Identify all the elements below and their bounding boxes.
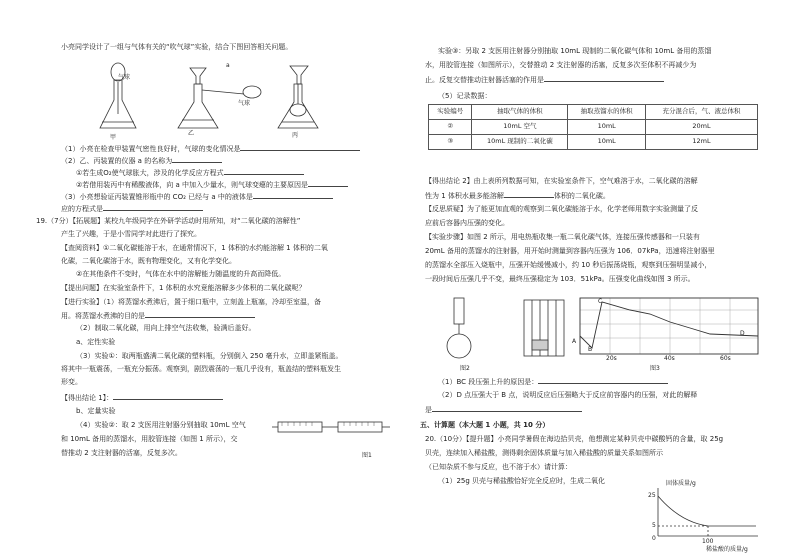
q1-text: （1）小亮在检查甲装置气密性良好时，气球的变化情况是 — [61, 143, 360, 154]
table-cell: 10mL — [568, 120, 646, 135]
label-yi: 乙 — [188, 130, 195, 137]
label-jia: 甲 — [110, 134, 117, 141]
table-row — [429, 120, 758, 135]
label-qiqiu-2: 气球 — [238, 100, 251, 107]
syringe-figure-1 — [272, 416, 390, 446]
q-r2: （2）D 点压强大于 B 点，说明反应后压强略大于反应前容器内的压强，对此的解释 — [438, 391, 698, 399]
q3b-text: 应的方程式是 — [61, 203, 203, 214]
graph2-x100: 100 — [702, 538, 714, 545]
fig2-caption: 图2 — [460, 365, 470, 372]
calc-20-line3: （已知杂质不参与反应，也不溶于水）请计算： — [425, 463, 572, 471]
table-cell: 20mL — [646, 120, 758, 135]
shiyan-6: 将其中一瓶震荡，一瓶充分振荡。观察到，剧烈震荡的一瓶几乎没有，瓶盖结的塑料瓶发生 — [61, 365, 341, 373]
graph-tick-20s: 20s — [606, 355, 617, 362]
fansi-2: 应前后容器内压强的变化。 — [425, 219, 509, 227]
q2-text: （2）乙、丙装置的仪器 a 的名称为 — [61, 155, 222, 166]
shiyan-3-r3: 止。反复交替推动注射器活塞的作用是 — [425, 74, 664, 85]
graph2-y25: 25 — [648, 492, 656, 499]
shiyan-3: （2）制取二氧化碳，用向上排空气法收集，验满后盖好。 — [76, 324, 256, 332]
shiyan-3-r2: 水，用胶管连接（如图所示），交替推动 2 支注射器的活塞，反复多次至体积不再减少为 — [425, 61, 697, 69]
calc-20-line1: 20.（10分）【提升题】小亮同学暑假在海边拾贝壳，他想测定某种贝壳中碳酸钙的含量，取 25g — [425, 435, 724, 443]
table-header: 抽取气体的体积 — [472, 105, 568, 120]
shiyan-1: 【进行实验】（1）将蒸馏水煮沸后，置于细口瓶中，立刻盖上瓶塞，冷却至室温，备 — [61, 298, 321, 306]
graph-label-c: C — [598, 298, 603, 305]
shiyan-3-r1: 实验③：另取 2 支医用注射器分别抽取 10mL 现制的二氧化碳气体和 10mL 备用的蒸馏 — [438, 47, 712, 55]
q2-2-text: ②若借用装丙中有稀酸液体，向 a 中加入少量水，则气球变瘪的主要原因是 — [76, 179, 348, 190]
record-label: （5）记录数据： — [438, 92, 492, 100]
fig3-caption: 图3 — [650, 365, 660, 372]
ziliao-3: ②在其他条件不变时，气体在水中的溶解能力随温度的升高而降低。 — [76, 270, 286, 278]
pressure-apparatus-figure-2 — [448, 296, 568, 364]
calc-20-line2: 贝壳，连续加入稀盐酸，测得剩余固体质量与加入稀盐酸的质量关系如图所示 — [425, 449, 663, 457]
graph-label-d: D — [740, 330, 745, 337]
q19-heading: 19.（7分）【拓展题】某校九年级同学在外研学活动时用所知，对“二氧化碳的溶解性” — [36, 217, 301, 225]
fig1-caption: 图1 — [362, 452, 372, 459]
balloon-apparatus-figure — [96, 60, 336, 138]
table-cell: 10mL 现制的二氧化碳 — [472, 135, 568, 150]
shiyan-8: （4）实验②：取 2 支医用注射器分别抽取 10mL 空气 — [76, 421, 246, 429]
table-header-row — [429, 105, 758, 120]
shiyan-9: 和 10mL 备用的蒸馏水，用胶管连接（如图 1 所示），交 — [61, 435, 238, 443]
table-cell: 10mL — [568, 135, 646, 150]
label-bing: 丙 — [292, 132, 299, 139]
table-header: 充分混合后，气、液总体积 — [646, 105, 758, 120]
graph2-xlabel: 稀盐酸的质量/g — [706, 546, 748, 553]
table-cell: ③ — [429, 135, 472, 150]
q2-1-text: ①若生成O₂使气球胀大，涉及的化学反应方程式 — [76, 167, 304, 178]
table-cell: 10mL 空气 — [472, 120, 568, 135]
graph-tick-60s: 60s — [720, 355, 731, 362]
shiyan-10: 替推动 2 支注射器的活塞，反复多次。 — [61, 449, 182, 457]
graph2-x0: 0 — [652, 535, 656, 542]
fansi-4: 20mL 备用的蒸馏水的注射器，用开始时测量到容器内压强为 106．07kPa，迅速将注射器里 — [425, 247, 715, 255]
intro-text: 小亮同学设计了一组与气体有关的“吹气球”实验，结合下图回答相关问题。 — [61, 43, 293, 51]
calc-20-line4: （1）25g 贝壳与稀盐酸恰好完全反应时，生成二氧化 — [438, 477, 606, 485]
table-cell: ② — [429, 120, 472, 135]
label-qiqiu-1: 气球 — [118, 74, 131, 81]
fansi-6: 一段时间后压强几乎不变，最终压强稳定为 103．51kPa。压强变化曲线如图 3 所示。 — [425, 275, 695, 283]
q19-line2: 产生了兴趣，于是小雪同学对此进行了探究。 — [61, 230, 201, 238]
fansi-3: 【实验步骤】如图 2 所示，用电热瓶收集一瓶二氧化碳气体，连接压强传感器和一只装有 — [425, 233, 700, 241]
dingliang: b、定量实验 — [76, 407, 116, 415]
graph-tick-40s: 40s — [664, 355, 675, 362]
tichu-wenti: 【提出问题】在实验室条件下，1 体积的水究竟能溶解多少体积的二氧化碳呢？ — [61, 284, 306, 292]
label-a: a — [226, 62, 230, 69]
table-header: 抽取蒸馏水的体积 — [568, 105, 646, 120]
shiyan-2: 用。将蒸馏水煮沸的目的是 — [61, 310, 255, 321]
shiyan-7: 形变。 — [61, 378, 82, 386]
graph2-ylabel: 固体质量/g — [666, 480, 696, 487]
record-table — [428, 104, 758, 150]
fansi-1: 【反思质疑】为了能更加直观的观察到二氧化碳能溶于水，化学老师用数字实验测量了反 — [425, 205, 698, 213]
table-header: 实验编号 — [429, 105, 472, 120]
ziliao-2: 化碳，二氧化碳溶于水，既有物理变化，又有化学变化。 — [61, 257, 236, 265]
shiyan-5: （3）实验①：取两瓶盛满二氧化碳的塑料瓶，分别倒入 250 毫升水，立即盖紧瓶盖。 — [76, 352, 343, 360]
ziliao-1: 【查阅资料】①二氧化碳能溶于水，在通常情况下，1 体积的水约能溶解 1 体积的二氧 — [61, 244, 328, 252]
jielun-2-line2: 性为 1 体积水最多能溶解 体积的二氧化碳。 — [425, 192, 610, 200]
graph-label-b: B — [588, 346, 593, 353]
calc-section-heading: 五、计算题（本大题 1 小题，共 10 分） — [420, 421, 550, 429]
q-r2b: 是 — [425, 404, 582, 415]
table-row — [429, 135, 758, 150]
q-r1: （1）BC 段压强上升的原因是： — [438, 376, 668, 387]
jielun-1: 【得出结论 1】： — [61, 392, 223, 403]
q3-text: （3）小亮想验证丙装置锥形瓶中的 CO₂ 已经与 a 中的液体是 — [61, 191, 333, 202]
graph-label-a: A — [572, 338, 577, 345]
shiyan-4: a、定性实验 — [76, 338, 116, 346]
fansi-5: 的蒸馏水全部压入烧瓶中，压强开始缓慢减小，约 10 秒后振荡烧瓶，观察到压强明显减小， — [425, 261, 712, 269]
table-cell: 12mL — [646, 135, 758, 150]
graph2-y5: 5 — [652, 522, 656, 529]
jielun-2-line1: 【得出结论 2】由上表所列数据可知，在实验室条件下，空气难溶于水，二氧化碳的溶解 — [425, 177, 698, 185]
